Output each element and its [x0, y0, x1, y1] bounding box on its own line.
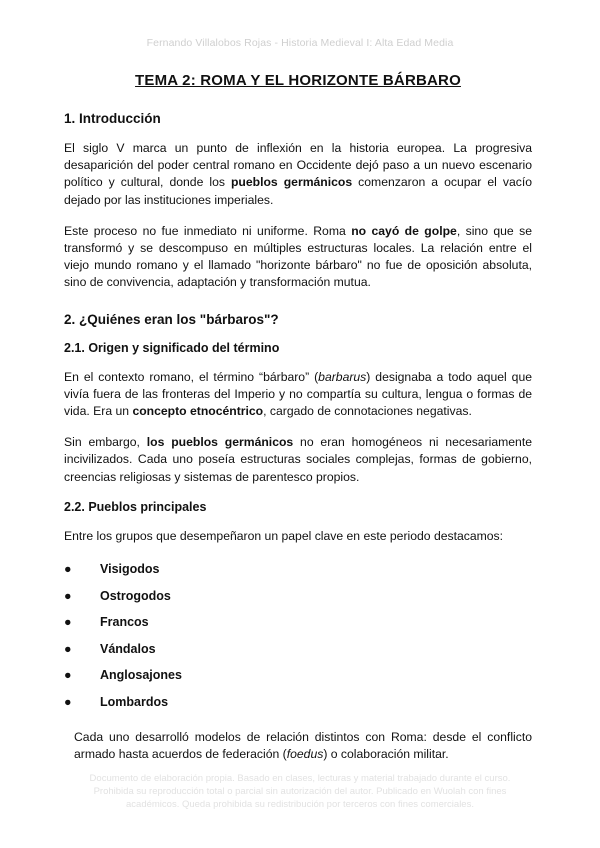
- paragraph-intro-2: Este proceso no fue inmediato ni uniforme. Roma no cayó de golpe, sino que se transformó y se descompuso en múltiples estructuras locales. La relación entre el viejo mundo romano y el llamado "horizonte bárbaro" no fue de oposición absoluta, sino de convivencia, adaptación y transformación mutua.: [64, 223, 532, 290]
- section-heading-barbaros: 2. ¿Quiénes eran los "bárbaros"?: [64, 311, 279, 327]
- subsection-heading-pueblos: 2.2. Pueblos principales: [64, 499, 207, 514]
- list-item: ● Ostrogodos: [64, 588, 171, 603]
- bold-concepto-etnocentrico: concepto etnocéntrico: [132, 404, 264, 419]
- document-body: [64, 72, 532, 777]
- paragraph-origen-2: Sin embargo, los pueblos germánicos no eran homogéneos ni necesariamente incivilizados. Cada uno poseía estructuras sociales complejas, formas de gobierno, creencias religiosas y sistemas de parentesco propios.: [64, 435, 533, 484]
- pueblos-list: [64, 561, 532, 721]
- bullet-icon: ●: [64, 641, 72, 656]
- list-item: ● Visigodos: [64, 562, 160, 577]
- paragraph-intro-1: El siglo V marca un punto de inflexión en la historia europea. La progresiva desaparición del poder central romano en Occidente dejó paso a un nuevo escenario político y cultural, donde los pueblos germánicos comenzaron a ocupar el vacío dejado por las instituciones imperiales.: [64, 141, 533, 207]
- list-item: ● Lombardos: [64, 695, 169, 710]
- document-title: TEMA 2: ROMA Y EL HORIZONTE BÁRBARO: [135, 72, 461, 89]
- italic-foedus: foedus: [286, 746, 324, 761]
- paragraph-origen-1: En el contexto romano, el término “bárbaro” (barbarus) designaba a todo aquel que vivía fuera de las fronteras del Imperio y no compartía su cultura, lengua o formas de vida. Era un concepto etnocéntrico, cargado de connotaciones negativas.: [64, 369, 533, 419]
- page-footer-disclaimer: Documento de elaboración propia. Basado en clases, lecturas y material trabajado durante el curso. Prohibida su reproducción total o parcial sin autorización del autor. Publicado en Wuolah con fines académicos. Queda prohibida su redistribución por terceros con fines comerciales.: [89, 773, 511, 810]
- paragraph-closing: Cada uno desarrolló modelos de relación distintos con Roma: desde el conflicto armado hasta acuerdos de federación (foedus) o colaboración militar.: [74, 729, 532, 761]
- list-item: ● Francos: [64, 615, 149, 630]
- bold-no-cayo: no cayó de golpe: [351, 223, 457, 238]
- bold-los-pueblos: los pueblos germánicos: [146, 435, 294, 450]
- bullet-icon: ●: [64, 615, 72, 630]
- list-item: ● Vándalos: [64, 641, 156, 656]
- bullet-icon: ●: [64, 588, 72, 603]
- bullet-icon: ●: [64, 668, 72, 683]
- bullet-icon: ●: [64, 562, 72, 577]
- bullet-icon: ●: [64, 695, 72, 710]
- italic-barbarus: barbarus: [318, 369, 367, 384]
- page-header: Fernando Villalobos Rojas - Historia Medieval I: Alta Edad Media: [146, 37, 454, 49]
- subsection-heading-origen: 2.1. Origen y significado del término: [64, 340, 280, 355]
- paragraph-pueblos-intro: Entre los grupos que desempeñaron un papel clave en este periodo destacamos:: [64, 528, 504, 543]
- list-item: ● Anglosajones: [64, 668, 182, 683]
- section-heading-introduccion: 1. Introducción: [64, 111, 161, 126]
- bold-pueblos-germanicos: pueblos germánicos: [230, 175, 353, 190]
